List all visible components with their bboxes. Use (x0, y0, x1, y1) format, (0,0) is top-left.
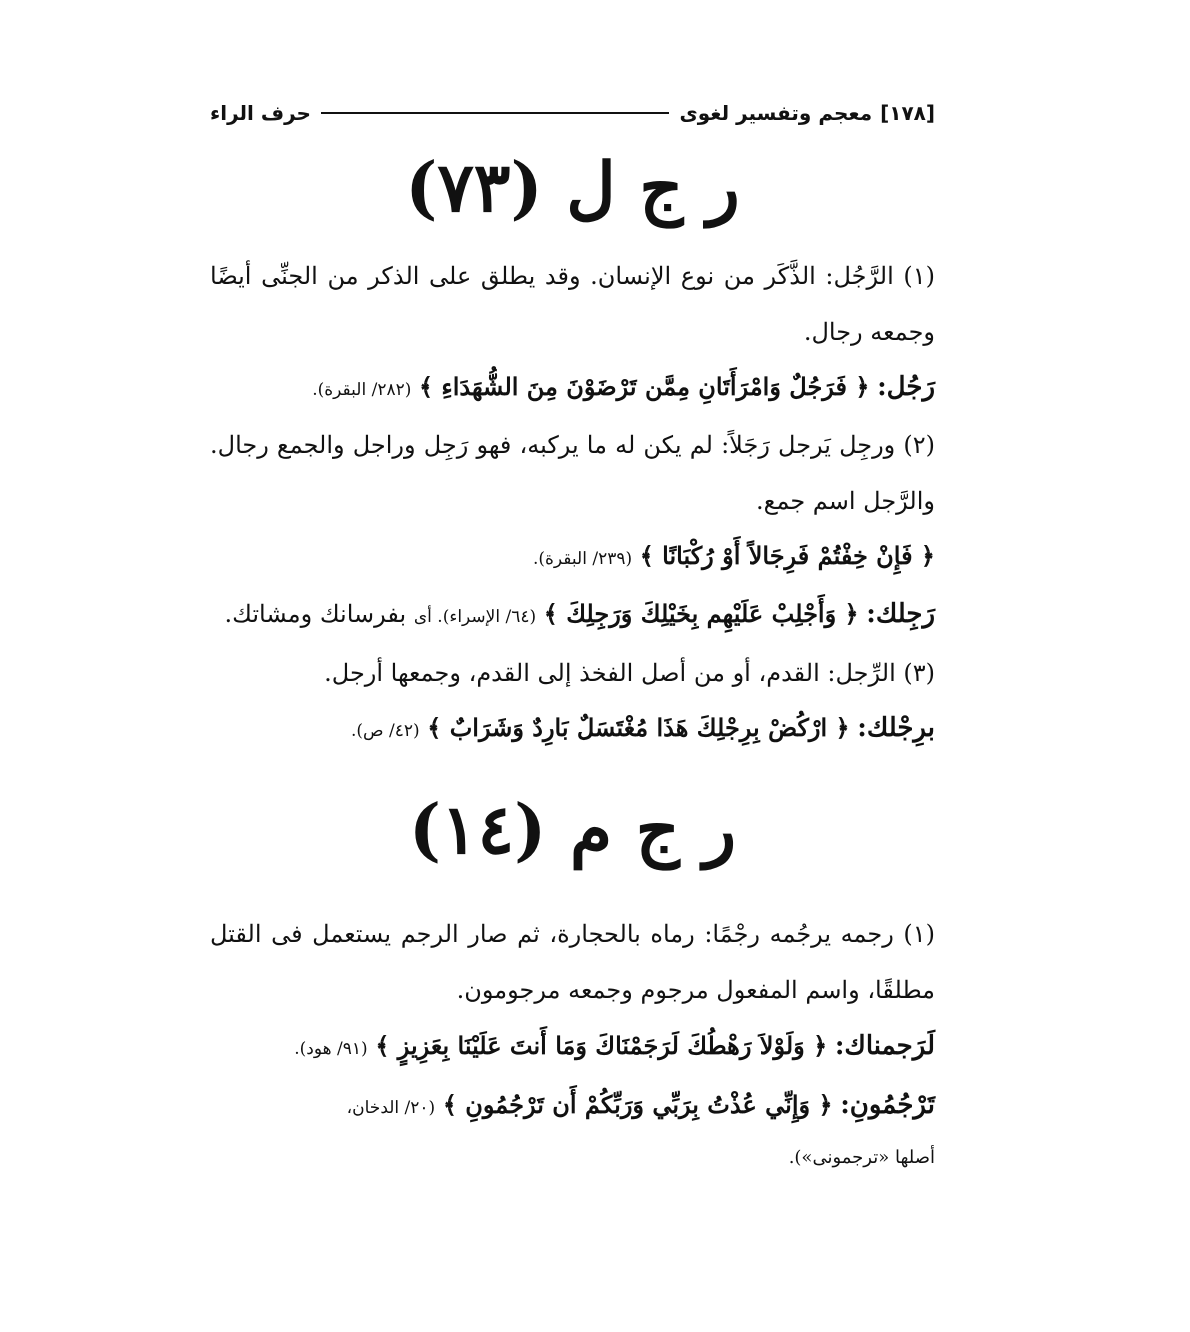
verse-reference: (٤٢/ ص). (351, 721, 420, 741)
example-keyword: لَرَجمناك: (834, 1031, 935, 1061)
example-note: أصلها «ترجمونى»). (788, 1147, 935, 1168)
example-keyword: رَجِلك: (866, 599, 935, 629)
entry-line: الجنِّى أيضًا وجمعه رجال. (210, 262, 935, 346)
quran-verse: ﴿ فَرَجُلٌ وَامْرَأَتَانِ مِمَّن تَرْضَوْنَ مِنَ الشُّهَدَاءِ ﴾ (419, 372, 870, 401)
quran-verse: ﴿ وَأَجْلِبْ عَلَيْهِم بِخَيْلِكَ وَرَجِلِكَ ﴾ (543, 599, 859, 628)
entry-line: (٢) ورجِل يَرجل رَجَلاً: لم يكن له ما يركبه، فهو رَجِل (423, 431, 936, 459)
entry-line: (١) رجمه يرجُمه رجْمًا: رماه بالحجارة، ثم صار الرجم (400, 920, 936, 948)
entry-title-rjm: ر ج م (١٤) (408, 790, 737, 870)
quran-example (210, 1018, 935, 1077)
entry-line: (٣) الرِّجل: القدم، أو من أصل الفخذ إلى القدم، وجمعها أرجل. (324, 659, 935, 687)
example-keyword: رَجُل: (877, 372, 935, 402)
chapter-name: حرف الراء (210, 101, 311, 125)
verse-reference: (٢٣٩/ البقرة). (532, 549, 633, 569)
quran-verse: ﴿ وَإِنِّي عُذْتُ بِرَبِّي وَرَبِّكُمْ أَن تَرْجُمُونِ ﴾ (442, 1090, 833, 1119)
quran-verse: ﴿ ارْكُضْ بِرِجْلِكَ هَذَا مُغْتَسَلٌ بَارِدٌ وَشَرَابٌ ﴾ (427, 713, 850, 742)
header-rule (321, 112, 670, 114)
page-header (210, 92, 935, 134)
footnote-line (210, 1136, 935, 1180)
quran-example (210, 1077, 935, 1136)
verse-reference: (٢٠/ الدخان، (346, 1098, 436, 1118)
quran-verse: ﴿ وَلَوْلاَ رَهْطُكَ لَرَجَمْنَاكَ وَمَا أَنتَ عَلَيْنَا بِعَزِيزٍ ﴾ (375, 1031, 828, 1060)
quran-example (210, 701, 935, 758)
entry-text (210, 248, 935, 360)
page-number: [١٧٨] (880, 101, 935, 125)
example-keyword: برِجْلك: (857, 713, 935, 743)
entry-text (210, 417, 935, 529)
quran-example (210, 360, 935, 417)
dictionary-page (210, 92, 935, 1232)
entry-line: (١) الرَّجُل: الذَّكَر من نوع الإنسان. وقد يطلق على الذكر من (327, 262, 935, 290)
example-continuation: بفرسانك ومشاتك. (224, 600, 407, 628)
entry-text (210, 906, 935, 1018)
quran-verse: ﴿ فَإِنْ خِفْتُمْ فَرِجَالاً أَوْ رُكْبَانًا ﴾ (639, 541, 935, 570)
verse-reference: (٢٨٢/ البقرة). (312, 380, 412, 400)
entry-line: وراجل والجمع رجال. والرَّجل اسم جمع. (210, 431, 935, 515)
entry-title-rjl: ر ج ل (٧٣) (405, 148, 740, 228)
quran-example (210, 529, 935, 586)
example-keyword: تَرْجُمُونِ: (840, 1090, 935, 1120)
verse-reference: (٦٤/ الإسراء). أى (413, 607, 537, 627)
entry-line: يستعمل فى القتل مطلقًا، واسم المفعول مرجوم وجمعه مرجومون. (210, 920, 935, 1004)
book-title: معجم وتفسير لغوى (679, 101, 873, 125)
quran-example (210, 586, 935, 645)
entry-text (210, 645, 935, 701)
verse-reference: (٩١/ هود). (294, 1039, 368, 1059)
